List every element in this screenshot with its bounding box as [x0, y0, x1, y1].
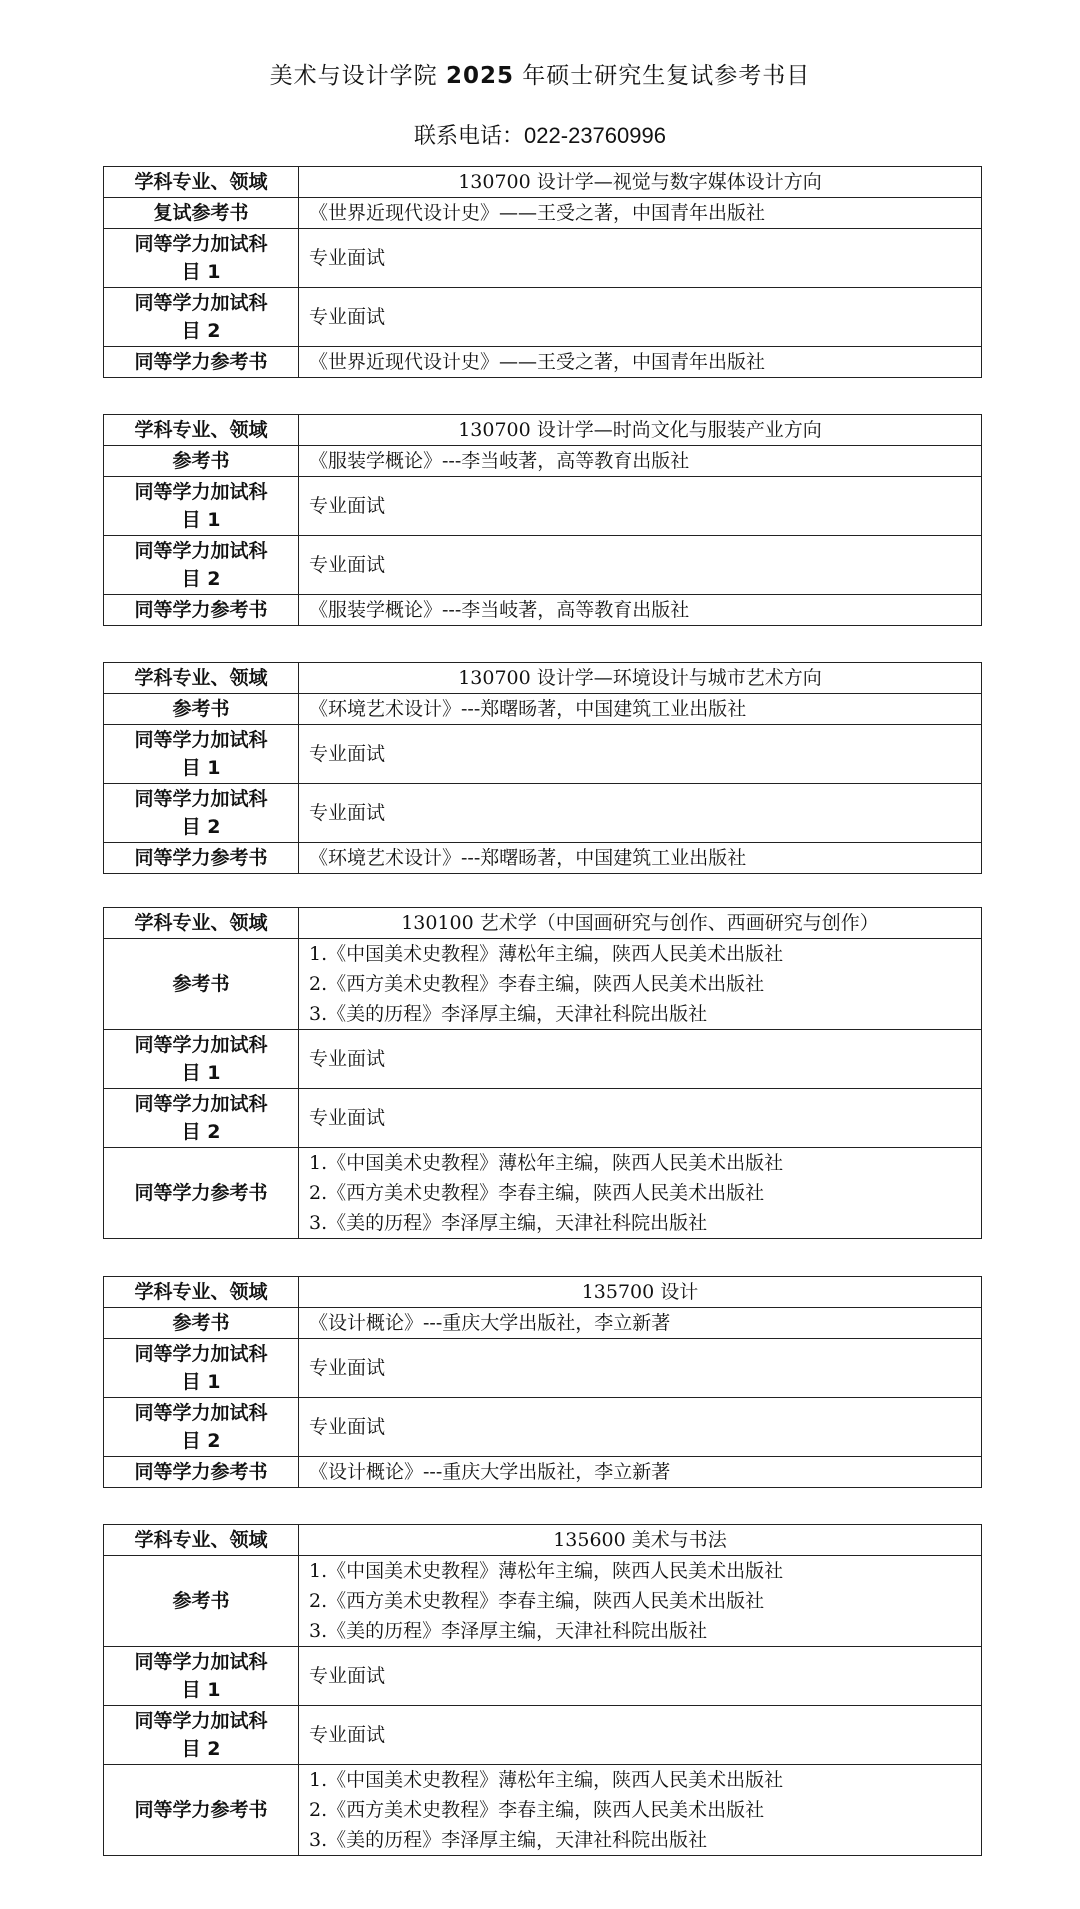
row-label: [104, 477, 299, 536]
row-label-line: 目 2: [181, 1121, 221, 1143]
program-name: 130700 设计学—视觉与数字媒体设计方向: [299, 167, 982, 198]
program-name: 130100 艺术学（中国画研究与创作、西画研究与创作）: [299, 908, 982, 939]
row-label: 学科专业、领域: [104, 663, 299, 694]
row-label: 学科专业、领域: [104, 1525, 299, 1556]
row-label-line: 目 1: [181, 509, 221, 531]
extra-exam-subject: 专业面试: [299, 477, 982, 536]
reference-book: 2.《西方美术史教程》李春主编，陕西人民美术出版社: [309, 1182, 765, 1204]
table-row: [104, 694, 982, 725]
equivalent-reference-book: 《世界近现代设计史》——王受之著，中国青年出版社: [299, 347, 982, 378]
reference-book: 1.《中国美术史教程》薄松年主编，陕西人民美术出版社: [309, 943, 784, 965]
table-row: [104, 1148, 982, 1239]
program-table-fashion-culture: [103, 414, 982, 626]
row-label-line: 同等学力加试科: [134, 540, 268, 562]
contact-line: [0, 120, 1080, 153]
extra-exam-subject: 专业面试: [299, 1339, 982, 1398]
row-label-line: 同等学力加试科: [134, 1651, 268, 1673]
table-row: [104, 1765, 982, 1856]
table-row: [104, 198, 982, 229]
row-label-line: 同等学力加试科: [134, 1093, 268, 1115]
row-label-line: 同等学力加试科: [134, 292, 268, 314]
row-label: 同等学力参考书: [104, 843, 299, 874]
contact-phone: 022-23760996: [524, 123, 666, 148]
extra-exam-subject: 专业面试: [299, 1030, 982, 1089]
equivalent-reference-book: 《服装学概论》---李当岐著，高等教育出版社: [299, 595, 982, 626]
reference-book: 1.《中国美术史教程》薄松年主编，陕西人民美术出版社: [309, 1560, 784, 1582]
page-title-prefix: 美术与设计学院: [269, 63, 446, 89]
row-label-line: 目 2: [181, 816, 221, 838]
program-table-fine-arts-calligraphy: [103, 1524, 982, 1856]
page-title: [0, 60, 1080, 92]
equivalent-reference-book: 《设计概论》---重庆大学出版社，李立新著: [299, 1457, 982, 1488]
extra-exam-subject: 专业面试: [299, 288, 982, 347]
table-row: [104, 1647, 982, 1706]
table-row: [104, 477, 982, 536]
table-row: [104, 1706, 982, 1765]
extra-exam-subject: 专业面试: [299, 536, 982, 595]
equivalent-reference-book: 《环境艺术设计》---郑曙旸著，中国建筑工业出版社: [299, 843, 982, 874]
table-row: [104, 1089, 982, 1148]
extra-exam-subject: 专业面试: [299, 1706, 982, 1765]
reference-book: 《世界近现代设计史》——王受之著，中国青年出版社: [299, 198, 982, 229]
extra-exam-subject: 专业面试: [299, 229, 982, 288]
row-label: 同等学力参考书: [104, 1765, 299, 1856]
table-row: [104, 725, 982, 784]
extra-exam-subject: 专业面试: [299, 1398, 982, 1457]
row-label: 参考书: [104, 1556, 299, 1647]
row-label-line: 同等学力加试科: [134, 1402, 268, 1424]
row-label-line: 同等学力加试科: [134, 729, 268, 751]
row-label-line: 目 1: [181, 757, 221, 779]
equivalent-reference-book-list: [299, 1148, 982, 1239]
table-row: [104, 536, 982, 595]
reference-book: 《服装学概论》---李当岐著，高等教育出版社: [299, 446, 982, 477]
row-label: [104, 1647, 299, 1706]
reference-book: 《设计概论》---重庆大学出版社，李立新著: [299, 1308, 982, 1339]
row-label-line: 同等学力加试科: [134, 788, 268, 810]
row-label: 参考书: [104, 939, 299, 1030]
reference-book-list: [299, 939, 982, 1030]
program-name: 135600 美术与书法: [299, 1525, 982, 1556]
program-table-design: [103, 1276, 982, 1488]
row-label: [104, 1706, 299, 1765]
row-label: 参考书: [104, 1308, 299, 1339]
reference-book: 3.《美的历程》李泽厚主编，天津社科院出版社: [309, 1620, 708, 1642]
row-label-line: 目 2: [181, 1430, 221, 1452]
table-row: [104, 1398, 982, 1457]
row-label: 同等学力参考书: [104, 1457, 299, 1488]
table-row: [104, 167, 982, 198]
table-row: [104, 1339, 982, 1398]
row-label-line: 目 1: [181, 261, 221, 283]
reference-book: 1.《中国美术史教程》薄松年主编，陕西人民美术出版社: [309, 1152, 784, 1174]
row-label-line: 同等学力加试科: [134, 233, 268, 255]
row-label: 复试参考书: [104, 198, 299, 229]
table-row: [104, 908, 982, 939]
reference-book: 2.《西方美术史教程》李春主编，陕西人民美术出版社: [309, 973, 765, 995]
row-label-line: 目 2: [181, 568, 221, 590]
extra-exam-subject: 专业面试: [299, 725, 982, 784]
row-label: [104, 1398, 299, 1457]
row-label: 参考书: [104, 446, 299, 477]
reference-book: 3.《美的历程》李泽厚主编，天津社科院出版社: [309, 1829, 708, 1851]
table-row: [104, 1457, 982, 1488]
reference-book: 2.《西方美术史教程》李春主编，陕西人民美术出版社: [309, 1590, 765, 1612]
row-label: 同等学力参考书: [104, 1148, 299, 1239]
page-title-year: 2025: [445, 63, 514, 89]
reference-book-list: [299, 1556, 982, 1647]
table-row: [104, 843, 982, 874]
row-label: 同等学力参考书: [104, 595, 299, 626]
table-row: [104, 1556, 982, 1647]
program-table-environment-design: [103, 662, 982, 874]
row-label: 同等学力参考书: [104, 347, 299, 378]
row-label: 学科专业、领域: [104, 908, 299, 939]
reference-book: 3.《美的历程》李泽厚主编，天津社科院出版社: [309, 1003, 708, 1025]
table-row: [104, 288, 982, 347]
table-row: [104, 415, 982, 446]
table-row: [104, 784, 982, 843]
table-row: [104, 347, 982, 378]
reference-book: 《环境艺术设计》---郑曙旸著，中国建筑工业出版社: [299, 694, 982, 725]
row-label-line: 目 1: [181, 1679, 221, 1701]
equivalent-reference-book-list: [299, 1765, 982, 1856]
reference-book: 2.《西方美术史教程》李春主编，陕西人民美术出版社: [309, 1799, 765, 1821]
program-name: 135700 设计: [299, 1277, 982, 1308]
row-label: 学科专业、领域: [104, 415, 299, 446]
table-row: [104, 1525, 982, 1556]
row-label-line: 同等学力加试科: [134, 481, 268, 503]
table-row: [104, 446, 982, 477]
row-label-line: 同等学力加试科: [134, 1710, 268, 1732]
table-row: [104, 1277, 982, 1308]
table-row: [104, 229, 982, 288]
row-label: 参考书: [104, 694, 299, 725]
row-label: [104, 1089, 299, 1148]
row-label-line: 目 1: [181, 1062, 221, 1084]
table-row: [104, 663, 982, 694]
row-label-line: 目 2: [181, 320, 221, 342]
program-table-visual-digital-media: [103, 166, 982, 378]
row-label: [104, 536, 299, 595]
row-label: 学科专业、领域: [104, 167, 299, 198]
row-label: [104, 229, 299, 288]
row-label: [104, 784, 299, 843]
extra-exam-subject: 专业面试: [299, 784, 982, 843]
row-label: [104, 725, 299, 784]
page-title-suffix: 年硕士研究生复试参考书目: [514, 63, 811, 89]
program-name: 130700 设计学—时尚文化与服装产业方向: [299, 415, 982, 446]
row-label: [104, 288, 299, 347]
extra-exam-subject: 专业面试: [299, 1089, 982, 1148]
row-label: 学科专业、领域: [104, 1277, 299, 1308]
table-row: [104, 1308, 982, 1339]
row-label-line: 同等学力加试科: [134, 1343, 268, 1365]
row-label-line: 目 2: [181, 1738, 221, 1760]
reference-book: 1.《中国美术史教程》薄松年主编，陕西人民美术出版社: [309, 1769, 784, 1791]
row-label-line: 目 1: [181, 1371, 221, 1393]
table-row: [104, 939, 982, 1030]
table-row: [104, 1030, 982, 1089]
program-table-art-studies: [103, 907, 982, 1239]
row-label: [104, 1339, 299, 1398]
reference-book: 3.《美的历程》李泽厚主编，天津社科院出版社: [309, 1212, 708, 1234]
row-label: [104, 1030, 299, 1089]
extra-exam-subject: 专业面试: [299, 1647, 982, 1706]
contact-label: 联系电话：: [414, 124, 525, 149]
table-row: [104, 595, 982, 626]
program-name: 130700 设计学—环境设计与城市艺术方向: [299, 663, 982, 694]
row-label-line: 同等学力加试科: [134, 1034, 268, 1056]
